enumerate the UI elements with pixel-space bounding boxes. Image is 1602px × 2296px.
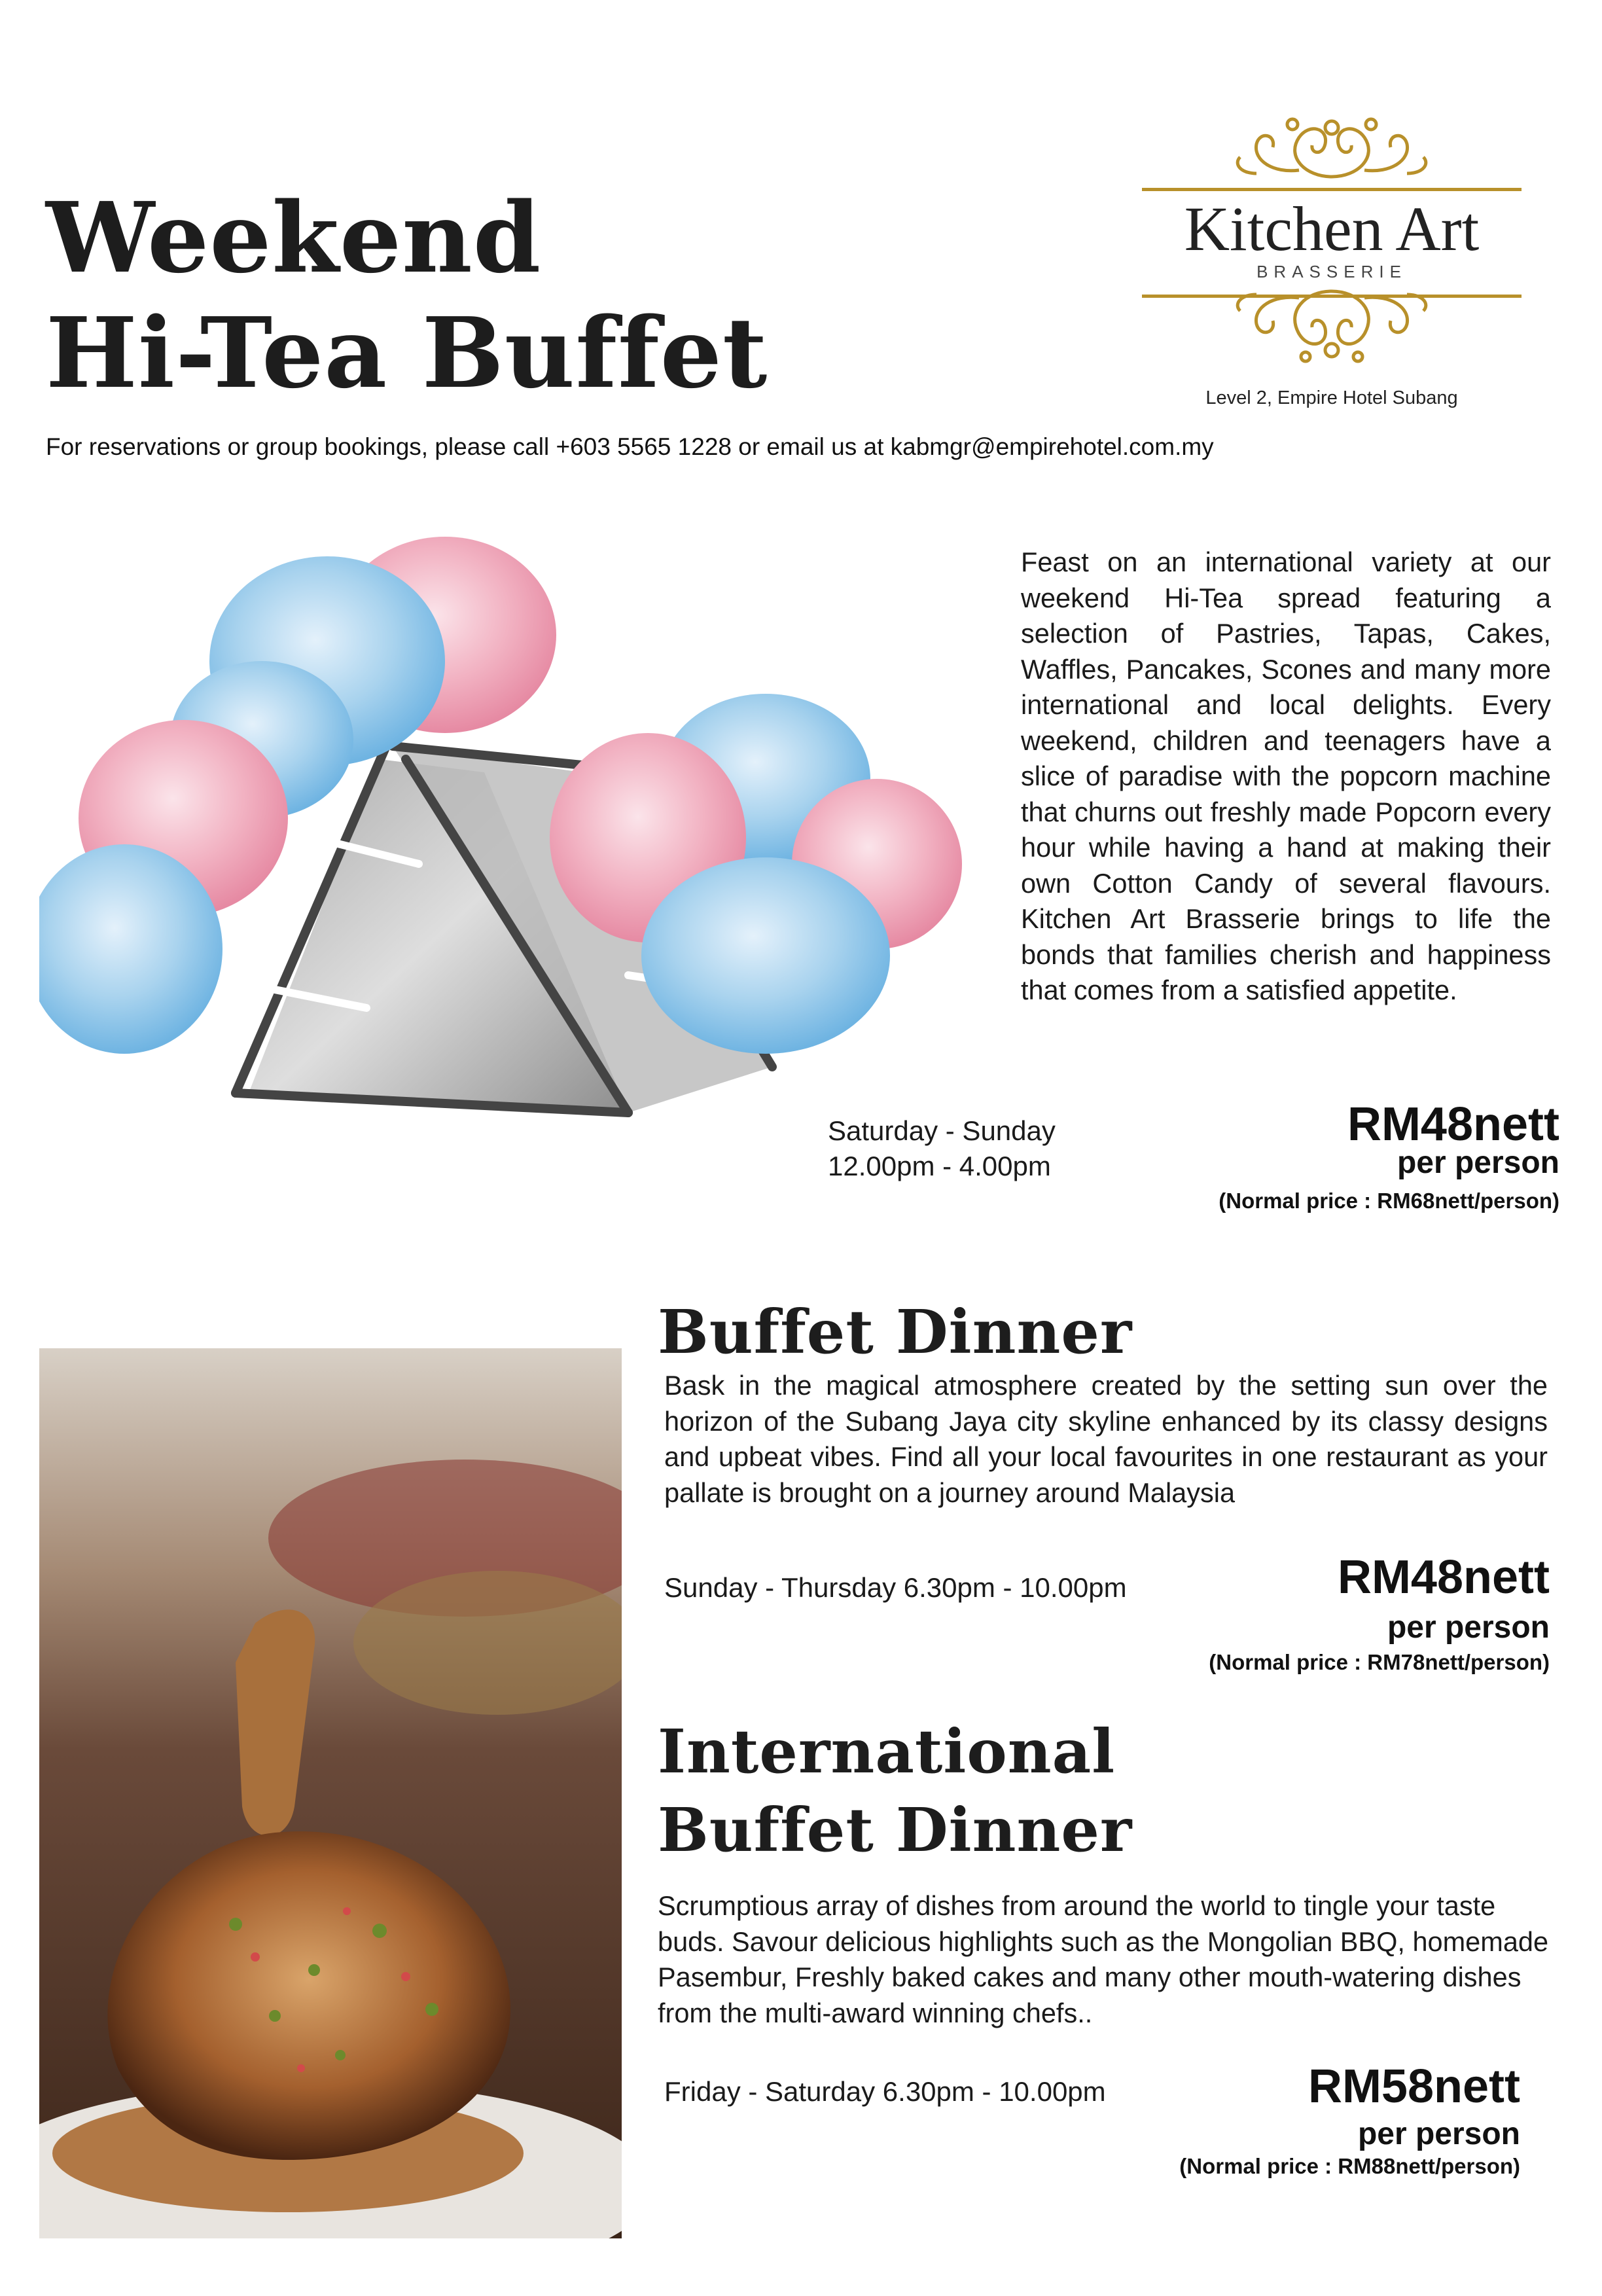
page-title-line1: Weekend <box>46 181 542 295</box>
buffet-dinner-normal-price: (Normal price : RM78nett/person) <box>1209 1650 1550 1674</box>
logo-subtitle: BRASSERIE <box>1256 262 1407 281</box>
buffet-dinner-per-person: per person <box>1387 1610 1550 1645</box>
international-normal-price: (Normal price : RM88nett/person) <box>1179 2154 1520 2178</box>
buffet-dinner-title: Buffet Dinner <box>658 1297 1133 1367</box>
location-text: Level 2, Empire Hotel Subang <box>1205 387 1458 408</box>
hitea-time: 12.00pm - 4.00pm <box>828 1151 1051 1181</box>
international-schedule: Friday - Saturday 6.30pm - 10.00pm <box>664 2076 1106 2107</box>
roast-chicken-image <box>39 1348 622 2238</box>
hitea-normal-price: (Normal price : RM68nett/person) <box>1219 1189 1559 1213</box>
cotton-candy-image <box>39 524 982 1185</box>
buffet-dinner-schedule: Sunday - Thursday 6.30pm - 10.00pm <box>664 1572 1127 1603</box>
hitea-price: RM48nett <box>1347 1098 1559 1151</box>
buffet-dinner-description: Bask in the magical atmosphere created by the setting sun over the horizon of the Subang Jaya city skyline enhanced by its classy designs and upbeat vibes. Find all your local favourites in one restaurant as your pallate is brought on a journey around Malaysia <box>664 1370 1548 1508</box>
international-price: RM58nett <box>1308 2060 1520 2113</box>
international-description: Scrumptious array of dishes from around the world to tingle your taste buds. Savour delicious highlights such as the Mongolian BBQ, homemade Pasembur, Freshly baked cakes and many other mouth-watering dishes from the multi-award winning chefs.. <box>658 1890 1549 2028</box>
buffet-dinner-price: RM48nett <box>1337 1551 1550 1604</box>
hitea-per-person: per person <box>1397 1145 1559 1180</box>
logo-name: Kitchen Art <box>1184 194 1480 264</box>
hitea-days: Saturday - Sunday <box>828 1115 1056 1146</box>
reservation-info: For reservations or group bookings, please call +603 5565 1228 or email us at kabmgr@empirehotel.com.my <box>46 433 1214 460</box>
international-per-person: per person <box>1357 2117 1520 2151</box>
international-title-line1: International <box>658 1716 1116 1787</box>
hitea-description: Feast on an international variety at our weekend Hi-Tea spread featuring a selection of Pastries, Tapas, Cakes, Waffles, Pancakes, Scones and many more international and local delights. Every weekend, children and teenagers have a slice of paradise with the popcorn machine that churns out freshly made Popcorn every hour while having a hand at making their own Cotton Candy of several flavours. Kitchen Art Brasserie brings to life the bonds that families cherish and happiness that comes from a satisfied appetite. <box>1021 547 1551 1005</box>
international-title-line2: Buffet Dinner <box>658 1795 1133 1865</box>
page-title-line2: Hi-Tea Buffet <box>46 296 768 410</box>
